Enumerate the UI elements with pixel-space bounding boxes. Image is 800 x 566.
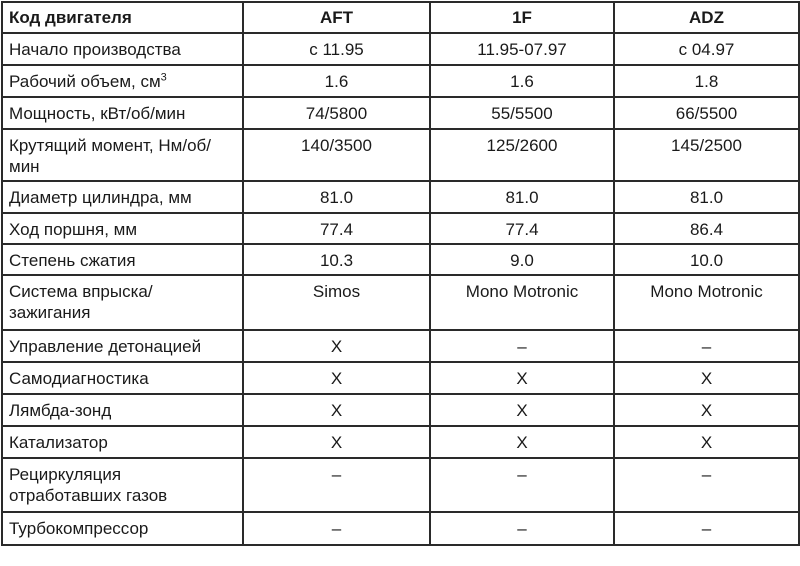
cell-value: 145/2500 xyxy=(614,129,799,181)
header-engine-1f: 1F xyxy=(430,2,614,33)
cell-value: X xyxy=(614,426,799,458)
cell-value: – xyxy=(430,330,614,362)
row-label: Начало производства xyxy=(2,33,243,65)
row-label: Крутящий момент, Нм/об/мин xyxy=(2,129,243,181)
cell-value: 1.8 xyxy=(614,65,799,97)
cell-value: Simos xyxy=(243,275,430,330)
cell-value: 1.6 xyxy=(243,65,430,97)
cell-value: 81.0 xyxy=(614,181,799,213)
table-row xyxy=(2,129,799,181)
cell-value: 86.4 xyxy=(614,213,799,244)
table-row xyxy=(2,330,799,362)
engine-spec-table xyxy=(1,1,800,546)
table-row xyxy=(2,181,799,213)
cell-value: X xyxy=(430,426,614,458)
table-row xyxy=(2,394,799,426)
table-row xyxy=(2,65,799,97)
cell-value: 55/5500 xyxy=(430,97,614,129)
cell-value: – xyxy=(614,330,799,362)
table-row xyxy=(2,362,799,394)
row-label: Диаметр цилиндра, мм xyxy=(2,181,243,213)
table-row xyxy=(2,512,799,545)
row-label: Мощность, кВт/об/мин xyxy=(2,97,243,129)
cell-value: – xyxy=(243,512,430,545)
cell-value: 11.95-07.97 xyxy=(430,33,614,65)
cell-value: X xyxy=(614,362,799,394)
row-label-text: Рабочий объем, см xyxy=(9,72,161,91)
table-header-row xyxy=(2,2,799,33)
header-engine-adz: ADZ xyxy=(614,2,799,33)
table-row xyxy=(2,244,799,275)
cell-value: X xyxy=(243,426,430,458)
table-row xyxy=(2,458,799,512)
cell-value: 9.0 xyxy=(430,244,614,275)
cell-value: 81.0 xyxy=(243,181,430,213)
cell-value: X xyxy=(243,394,430,426)
cell-value: 74/5800 xyxy=(243,97,430,129)
cell-value: X xyxy=(430,362,614,394)
cell-value: – xyxy=(430,512,614,545)
cell-value: 125/2600 xyxy=(430,129,614,181)
cell-value: X xyxy=(243,362,430,394)
cell-value: 81.0 xyxy=(430,181,614,213)
row-label xyxy=(2,65,243,97)
table-row xyxy=(2,275,799,330)
cell-value: X xyxy=(243,330,430,362)
row-label: Степень сжатия xyxy=(2,244,243,275)
row-label: Турбокомпрессор xyxy=(2,512,243,545)
cell-value: с 11.95 xyxy=(243,33,430,65)
row-label: Катализатор xyxy=(2,426,243,458)
cell-value: с 04.97 xyxy=(614,33,799,65)
table-row xyxy=(2,426,799,458)
cell-value: Mono Motronic xyxy=(614,275,799,330)
table-row xyxy=(2,97,799,129)
cell-value: 66/5500 xyxy=(614,97,799,129)
cell-value: 77.4 xyxy=(430,213,614,244)
cell-value: – xyxy=(430,458,614,512)
cell-value: 10.3 xyxy=(243,244,430,275)
row-label: Рециркуляция отработавших газов xyxy=(2,458,243,512)
cell-value: X xyxy=(430,394,614,426)
cell-value: X xyxy=(614,394,799,426)
cell-value: Mono Motronic xyxy=(430,275,614,330)
superscript-unit: 3 xyxy=(160,71,167,84)
row-label: Система впрыска/ зажигания xyxy=(2,275,243,330)
row-label: Лямбда-зонд xyxy=(2,394,243,426)
cell-value: – xyxy=(243,458,430,512)
header-engine-aft: AFT xyxy=(243,2,430,33)
cell-value: 140/3500 xyxy=(243,129,430,181)
cell-value: 77.4 xyxy=(243,213,430,244)
table-row xyxy=(2,33,799,65)
cell-value: – xyxy=(614,512,799,545)
cell-value: 10.0 xyxy=(614,244,799,275)
header-label-cell: Код двигателя xyxy=(2,2,243,33)
row-label: Управление детонацией xyxy=(2,330,243,362)
cell-value: 1.6 xyxy=(430,65,614,97)
row-label: Ход поршня, мм xyxy=(2,213,243,244)
row-label: Самодиагностика xyxy=(2,362,243,394)
table-row xyxy=(2,213,799,244)
cell-value: – xyxy=(614,458,799,512)
